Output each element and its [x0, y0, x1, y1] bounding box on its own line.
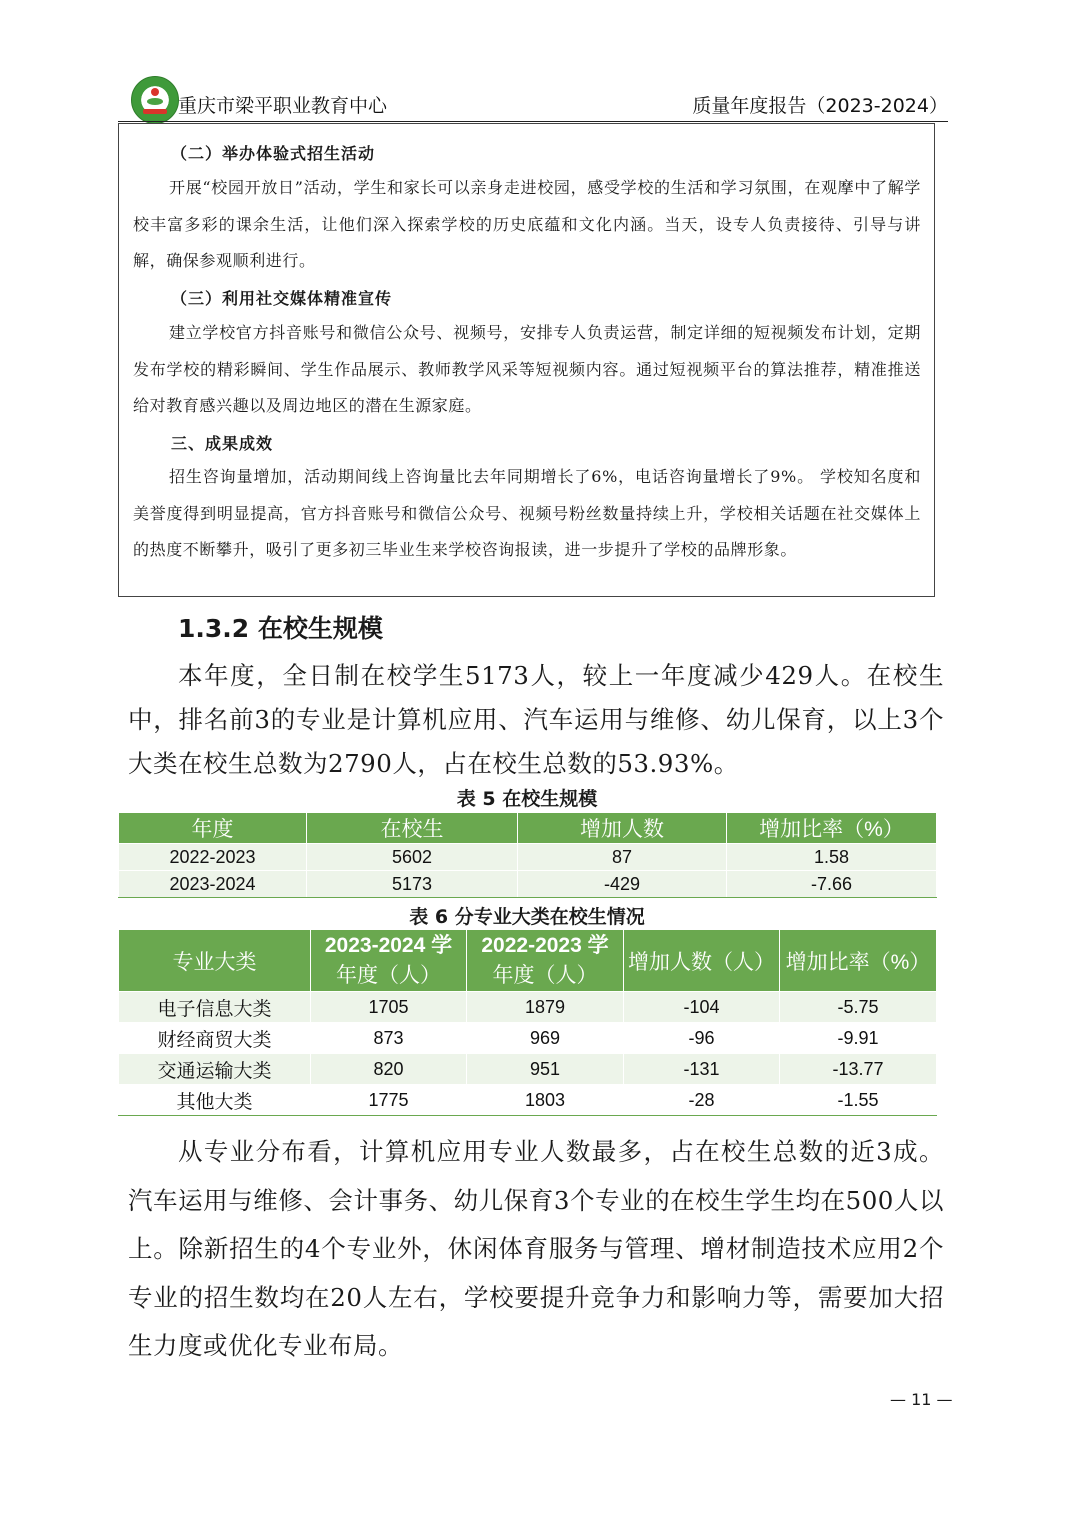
table-cell: -7.66 — [727, 871, 937, 898]
table-cell: 951 — [467, 1054, 624, 1085]
table-cell: -104 — [624, 992, 780, 1023]
col-header: 增加人数（人） — [624, 930, 780, 992]
table5-enrollment — [118, 812, 937, 898]
table-row — [119, 1054, 937, 1085]
page-header — [118, 72, 948, 122]
table-cell: 5602 — [307, 844, 518, 871]
table-cell: -1.55 — [780, 1085, 937, 1116]
table-cell: 1705 — [311, 992, 467, 1023]
table-cell: 财经商贸大类 — [119, 1023, 311, 1054]
col-header: 在校生 — [307, 813, 518, 844]
conclusion-paragraph: 从专业分布看，计算机应用专业人数最多，占在校生总数的近3成。汽车运用与维修、会计事务、幼儿保育3个专业的在校生学生均在500人以上。除新招生的4个专业外，休闲体育服务与管理、增材制造技术应用2个专业的招生数均在20人左右，学校要提升竞争力和影响力等，需要加大招生力度或优化专业布局。 — [128, 1137, 944, 1360]
table-cell: -429 — [518, 871, 727, 898]
table-cell: 2023-2024 — [119, 871, 307, 898]
col-header — [311, 930, 467, 992]
table-cell: 87 — [518, 844, 727, 871]
section-paragraph: 本年度，全日制在校学生5173人，较上一年度减少429人。在校生中，排名前3的专业是计算机应用、汽车运用与维修、幼儿保育，以上3个大类在校生总数为2790人，占在校生总数的53.93%。 — [128, 661, 944, 778]
subheading-results: 三、成果成效 — [171, 434, 274, 453]
col-header-line: 年度（人） — [336, 963, 441, 987]
table5-caption: 表 5 在校生规模 — [456, 788, 598, 810]
table-cell: -131 — [624, 1054, 780, 1085]
col-header: 年度 — [119, 813, 307, 844]
table-cell: -96 — [624, 1023, 780, 1054]
table6-caption: 表 6 分专业大类在校生情况 — [409, 906, 645, 928]
table-cell: 2022-2023 — [119, 844, 307, 871]
col-header: 增加比率（%） — [780, 930, 937, 992]
table6-by-major — [118, 929, 937, 1116]
page-number: — 11 — — [890, 1390, 953, 1409]
table-cell: 969 — [467, 1023, 624, 1054]
table-row — [119, 992, 937, 1023]
table-header-row — [119, 930, 937, 992]
table-row — [119, 871, 937, 898]
table-cell: 交通运输大类 — [119, 1054, 311, 1085]
table-cell: 1775 — [311, 1085, 467, 1116]
col-header: 专业大类 — [119, 930, 311, 992]
subheading-experience-activity: （二）举办体验式招生活动 — [171, 144, 376, 163]
table-cell: 873 — [311, 1023, 467, 1054]
table-cell: -13.77 — [780, 1054, 937, 1085]
table-cell: 1879 — [467, 992, 624, 1023]
header-divider — [118, 121, 948, 122]
table-cell: 1.58 — [727, 844, 937, 871]
table-row — [119, 1085, 937, 1116]
col-header-line: 2023-2024 学 — [324, 933, 453, 957]
table-cell: 820 — [311, 1054, 467, 1085]
school-logo-icon — [131, 76, 179, 124]
table-row — [119, 1023, 937, 1054]
table-row — [119, 844, 937, 871]
section-title: 1.3.2 在校生规模 — [178, 614, 383, 643]
col-header-line: 2022-2023 学 — [481, 933, 609, 957]
report-title: 质量年度报告（2023-2024） — [692, 95, 948, 117]
col-header: 增加比率（%） — [727, 813, 937, 844]
table-cell: -28 — [624, 1085, 780, 1116]
col-header: 增加人数 — [518, 813, 727, 844]
case-box — [118, 123, 935, 597]
table-header-row — [119, 813, 937, 844]
paragraph-results: 招生咨询量增加，活动期间线上咨询量比去年同期增长了6%，电话咨询量增长了9%。 学校知名度和美誉度得到明显提高，官方抖音账号和微信公众号、视频号粉丝数量持续上升，学校相关话题在社交媒体上的热度不断攀升，吸引了更多初三毕业生来学校咨询报读，进一步提升了学校的品牌形象。 — [133, 467, 921, 559]
table-cell: 其他大类 — [119, 1085, 311, 1116]
school-name: 重庆市梁平职业教育中心 — [178, 95, 388, 117]
table-cell: -9.91 — [780, 1023, 937, 1054]
col-header — [467, 930, 624, 992]
col-header-line: 年度（人） — [492, 963, 598, 987]
table-cell: -5.75 — [780, 992, 937, 1023]
subheading-social-media: （三）利用社交媒体精准宣传 — [171, 289, 393, 308]
table-cell: 电子信息大类 — [119, 992, 311, 1023]
paragraph-social-media: 建立学校官方抖音账号和微信公众号、视频号，安排专人负责运营，制定详细的短视频发布计划，定期发布学校的精彩瞬间、学生作品展示、教师教学风采等短视频内容。通过短视频平台的算法推荐，精准推送给对教育感兴趣以及周边地区的潜在生源家庭。 — [133, 323, 921, 415]
table-cell: 1803 — [467, 1085, 624, 1116]
table-cell: 5173 — [307, 871, 518, 898]
paragraph-open-day: 开展“校园开放日”活动，学生和家长可以亲身走进校园，感受学校的生活和学习氛围，在观摩中了解学校丰富多彩的课余生活，让他们深入探索学校的历史底蕴和文化内涵。当天，设专人负责接待、引导与讲解，确保参观顺利进行。 — [133, 178, 921, 270]
